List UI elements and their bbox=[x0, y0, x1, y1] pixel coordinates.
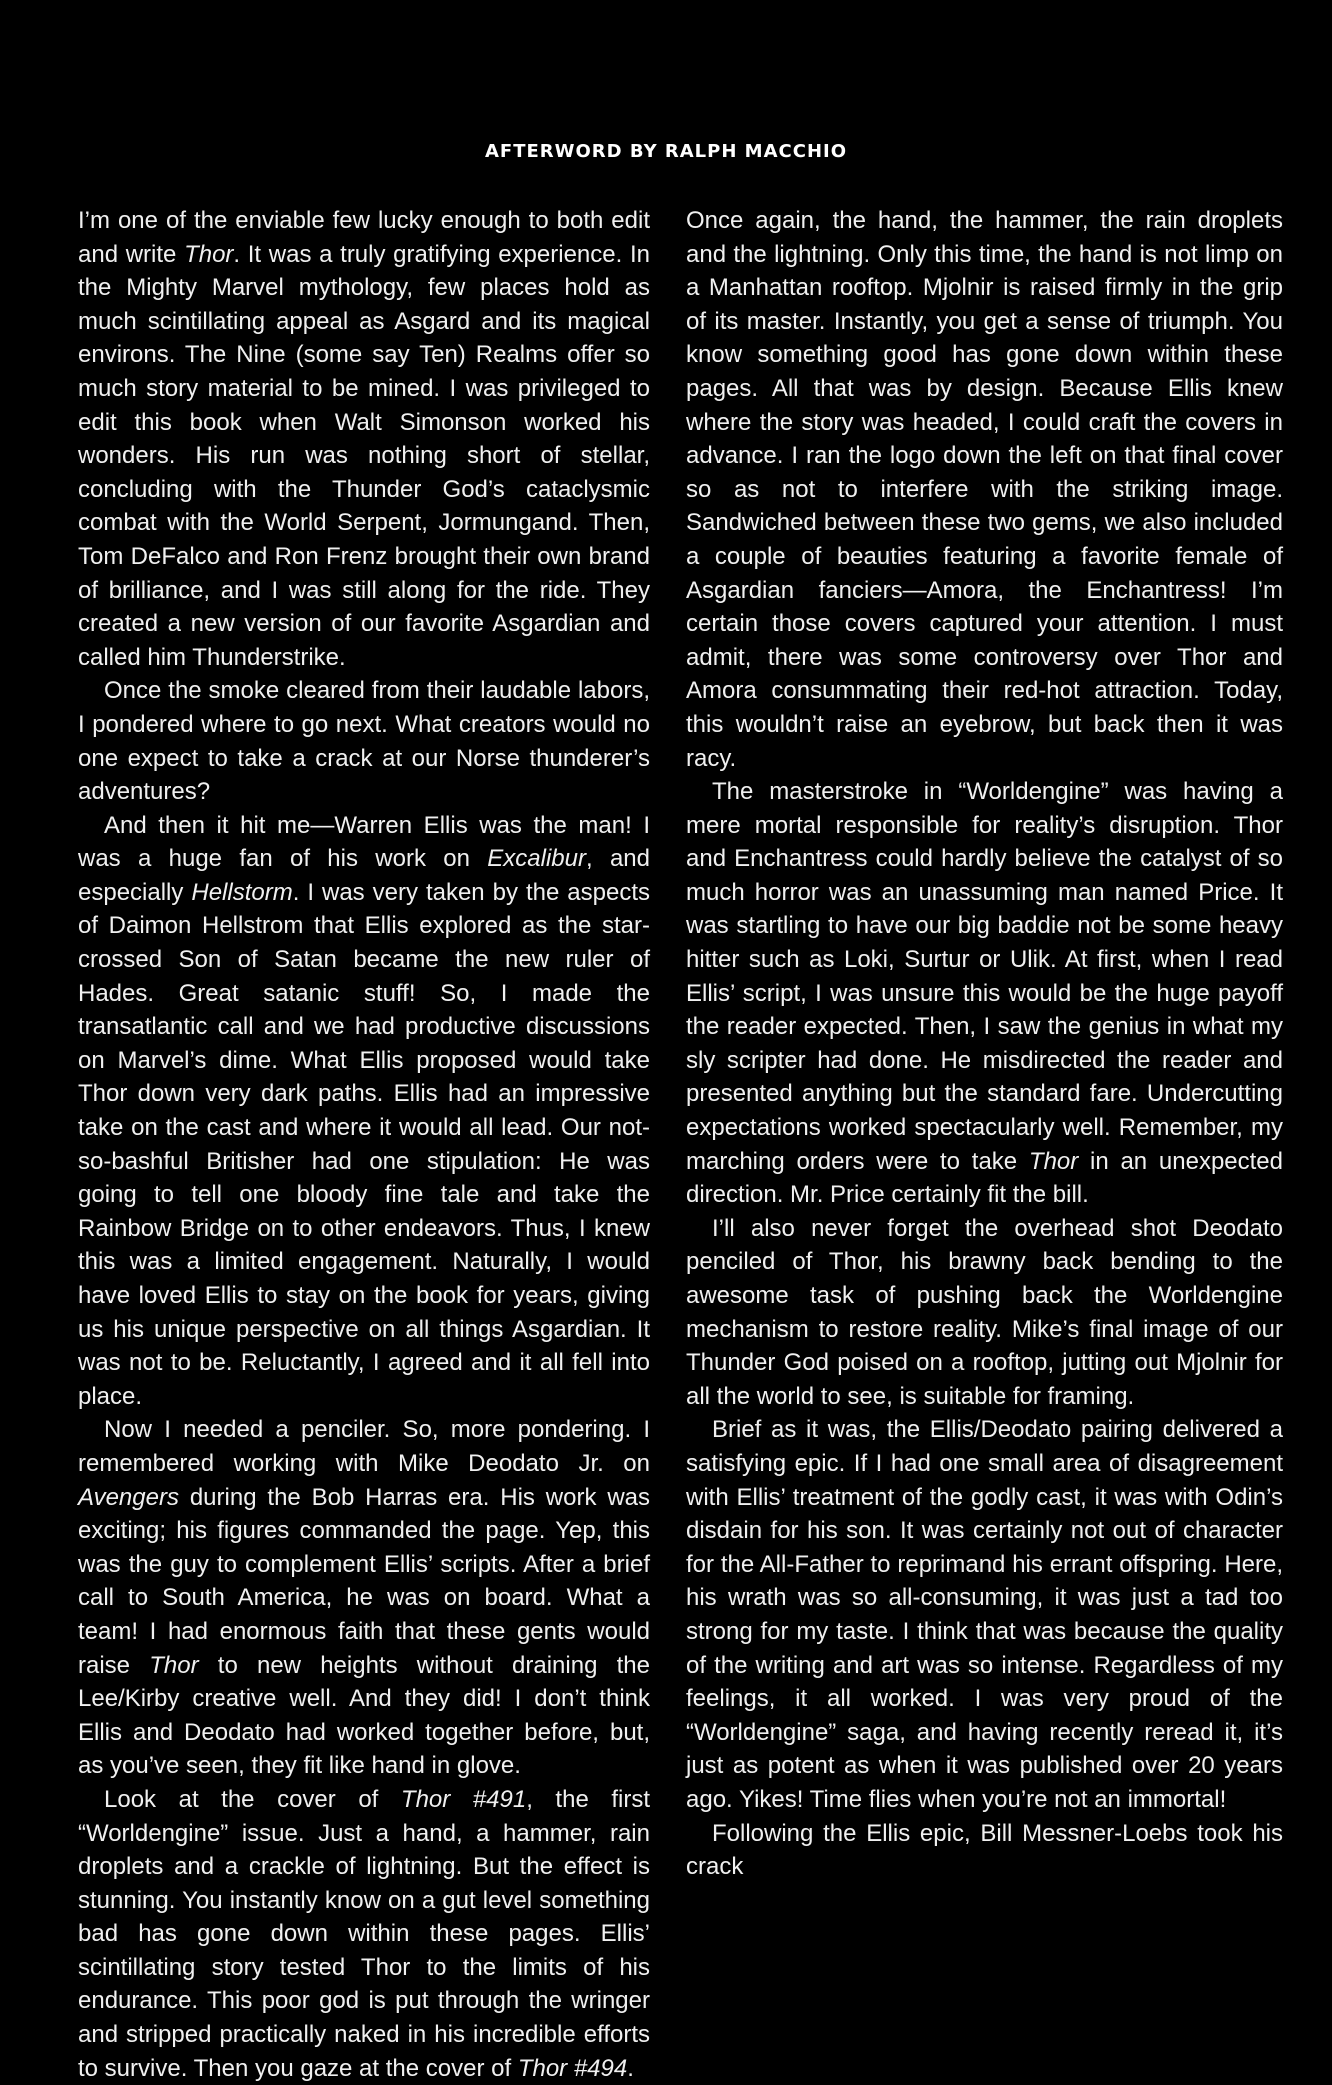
page-heading: AFTERWORD BY RALPH MACCHIO bbox=[484, 141, 848, 162]
left-paragraph-1: I’m one of the enviable few lucky enough to both edit and write Thor. It was a truly gratifying experience. In the Mighty Marvel mythology, few places hold as much scintillating appeal as Asgard and its magical environs. The Nine (some say Ten) Realms offer so much story material to be mined. I was privileged to edit this book when Walt Simonson worked his wonders. His run was nothing short of stellar, concluding with the Thunder God’s cataclysmic combat with the World Serpent, Jormungand. Then, Tom DeFalco and Ron Frenz brought their own brand of brilliance, and I was still along for the ride. They created a new version of our favorite Asgardian and called him Thunderstrike. bbox=[78, 207, 650, 671]
right-paragraph-3: I’ll also never forget the overhead shot Deodato penciled of Thor, his brawny back bending to the awesome task of pushing back the Worldengine mechanism to restore reality. Mike’s final image of our Thunder God poised on a rooftop, jutting out Mjolnir for all the world to see, is suitable for framing. bbox=[686, 1214, 1283, 1410]
left-paragraph-5: Look at the cover of Thor #491, the first “Worldengine” issue. Just a hand, a hammer, rain droplets and a crackle of lightning. But the effect is stunning. You instantly know on a gut level something bad has gone down within these pages. Ellis’ scintillating story tested Thor to the limits of his endurance. This poor god is put through the wringer and stripped practically naked in his incredible efforts to survive. Then you gaze at the cover of Thor #494. bbox=[78, 1785, 651, 2082]
right-paragraph-1: Once again, the hand, the hammer, the rain droplets and the lightning. Only this time, the hand is not limp on a Manhattan rooftop. Mjolnir is raised firmly in the grip of its master. Instantly, you get a sense of triumph. You know something good has gone down within these pages. All that was by design. Because Ellis knew where the story was headed, I could craft the covers in advance. I ran the logo down the left on that final cover so as not to interfere with the striking image. Sandwiched between these two gems, we also included a couple of beauties featuring a favorite female of Asgardian fanciers—Amora, the Enchantress! I’m certain those covers captured your attention. I must admit, there was some controversy over Thor and Amora consummating their red-hot attraction. Today, this wouldn’t raise an eyebrow, but back then it was racy. bbox=[686, 207, 1283, 772]
left-paragraph-3: And then it hit me—Warren Ellis was the man! I was a huge fan of his work on Excalibur, and especially Hellstorm. I was very taken by the aspects of Daimon Hellstrom that Ellis explored as the star-crossed Son of Satan became the new ruler of Hades. Great satanic stuff! So, I made the transatlantic call and we had productive discussions on Marvel’s dime. What Ellis proposed would take Thor down very dark paths. Ellis had an impressive take on the cast and where it would all lead. Our not-so-bashful Britisher had one stipulation: He was going to tell one bloody fine tale and take the Rainbow Bridge on to other endeavors. Thus, I knew this was a limited engagement. Naturally, I would have loved Ellis to stay on the book for years, giving us his unique perspective on all things Asgardian. It was not to be. Reluctantly, I agreed and it all fell into place. bbox=[78, 811, 650, 1410]
right-paragraph-4: Brief as it was, the Ellis/Deodato pairing delivered a satisfying epic. If I had one small area of disagreement with Ellis’ treatment of the godly cast, it was with Odin’s disdain for his son. It was certainly not out of character for the All-Father to reprimand his errant offspring. Here, his wrath was so all-consuming, it was just a tad too strong for my taste. I think that was because the quality of the writing and art was so intense. Regardless of my feelings, it all worked. I was very proud of the “Worldengine” saga, and having recently reread it, it’s just as potent as when it was published over 20 years ago. Yikes! Time flies when you’re not an immortal! bbox=[686, 1416, 1283, 1813]
left-paragraph-2: Once the smoke cleared from their laudable labors, I pondered where to go next. What creators would no one expect to take a crack at our Norse thunderer’s adventures? bbox=[78, 677, 650, 806]
right-paragraph-5: Following the Ellis epic, Bill Messner-Loebs took his crack bbox=[686, 1819, 1283, 1881]
right-paragraph-2: The masterstroke in “Worldengine” was having a mere mortal responsible for reality’s disruption. Thor and Enchantress could hardly believe the catalyst of so much horror was an unassuming man named Price. It was startling to have our big baddie not be some heavy hitter such as Loki, Surtur or Ulik. At first, when I read Ellis’ script, I was unsure this would be the huge payoff the reader expected. Then, I saw the genius in what my sly scripter had done. He misdirected the reader and presented anything but the standard fare. Undercutting expectations worked spectacularly well. Remember, my marching orders were to take Thor in an unexpected direction. Mr. Price certainly fit the bill. bbox=[686, 778, 1283, 1209]
right-column bbox=[686, 204, 1283, 1884]
left-paragraph-4: Now I needed a penciler. So, more pondering. I remembered working with Mike Deodato Jr. on Avengers during the Bob Harras era. His work was exciting; his figures commanded the page. Yep, this was the guy to complement Ellis’ scripts. After a brief call to South America, he was on board. What a team! I had enormous faith that these gents would raise Thor to new heights without draining the Lee/Kirby creative well. And they did! I don’t think Ellis and Deodato had worked together before, but, as you’ve seen, they fit like hand in glove. bbox=[78, 1416, 650, 1780]
left-column bbox=[78, 204, 650, 2085]
